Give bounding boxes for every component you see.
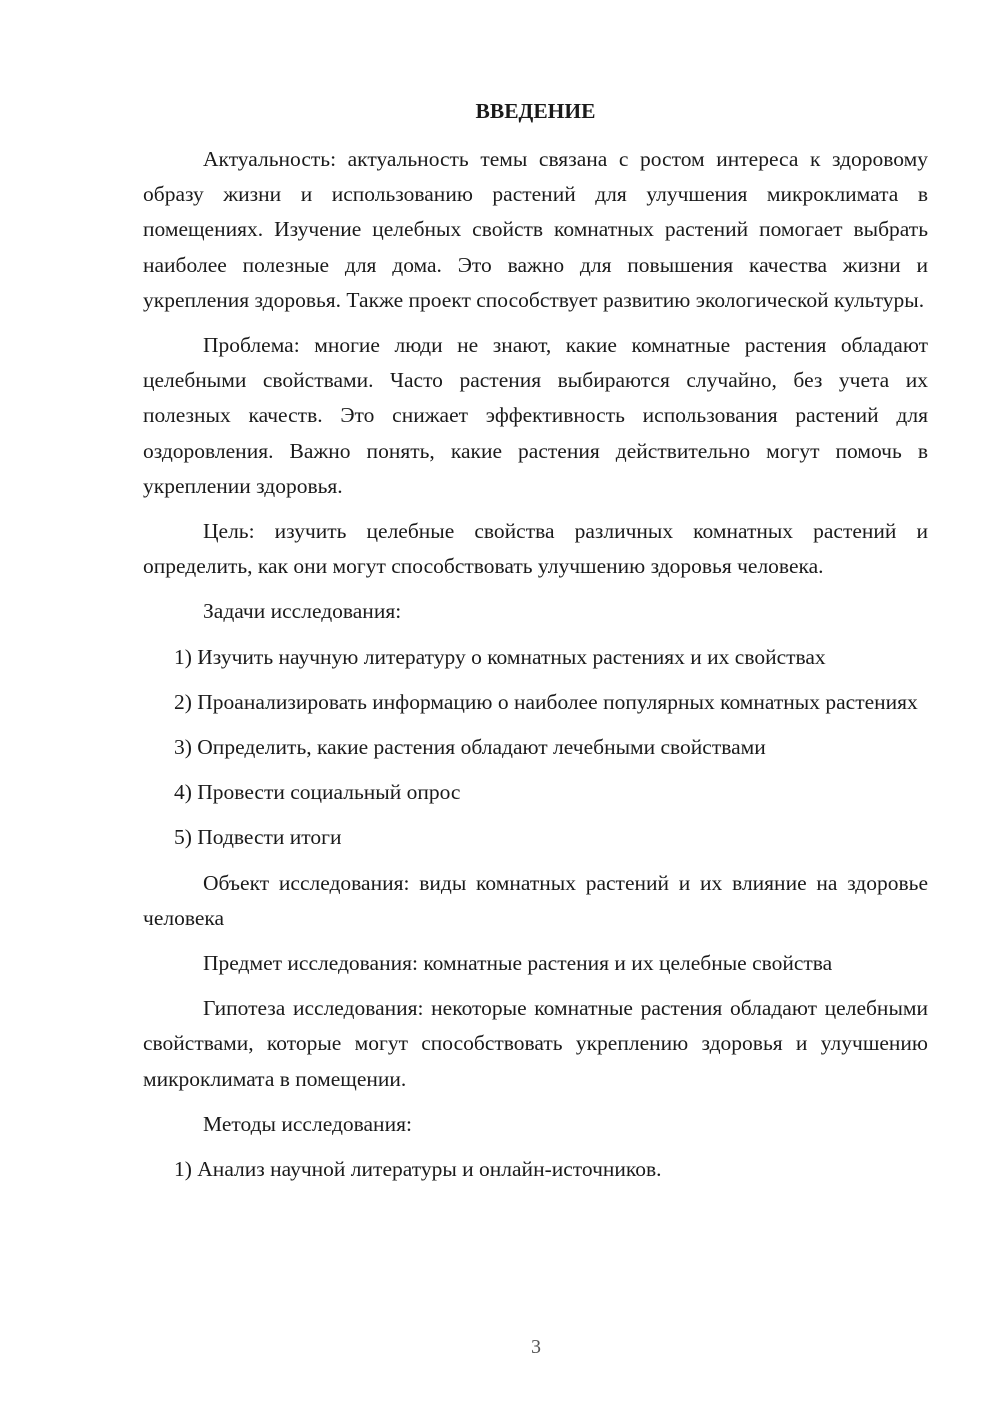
document-body (143, 142, 928, 1187)
methods-heading: Методы исследования: (203, 1111, 412, 1136)
task-item-3: 3) Определить, какие растения обладают лечебными свойствами (174, 735, 766, 760)
tasks-heading: Задачи исследования: (203, 599, 402, 624)
task-item-2: 2) Проанализировать информацию о наиболее популярных комнатных растениях (174, 689, 918, 714)
section-title: ВВЕДЕНИЕ (475, 99, 596, 123)
paragraph-goal: Цель: изучить целебные свойства различных комнатных растений и определить, как они могут способствовать улучшению здоровья человека. (143, 519, 928, 579)
task-item-4: 4) Провести социальный опрос (174, 780, 461, 805)
paragraph-subject: Предмет исследования: комнатные растения и их целебные свойства (203, 951, 833, 976)
paragraph-problem: Проблема: многие люди не знают, какие комнатные растения обладают целебными свойствами. Часто растения выбираются случайно, без учета их полезных качеств. Это снижает эффективность использования растений для оздоровления. Важно понять, какие растения действительно могут помочь в укреплении здоровья. (143, 333, 928, 498)
paragraph-object: Объект исследования: виды комнатных растений и их влияние на здоровье человека (143, 870, 928, 930)
method-item-1: 1) Анализ научной литературы и онлайн-источников. (174, 1157, 662, 1182)
paragraph-hypothesis: Гипотеза исследования: некоторые комнатные растения обладают целебными свойствами, которые могут способствовать укреплению здоровья и улучшению микроклимата в помещении. (143, 996, 928, 1091)
task-item-5: 5) Подвести итоги (174, 825, 342, 850)
paragraph-relevance: Актуальность: актуальность темы связана с ростом интереса к здоровому образу жизни и использованию растений для улучшения микроклимата в помещениях. Изучение целебных свойств комнатных растений помогает выбрать наиболее полезные для дома. Это важно для повышения качества жизни и укрепления здоровья. Также проект способствует развитию экологической культуры. (143, 147, 928, 312)
task-item-1: 1) Изучить научную литературу о комнатных растениях и их свойствах (174, 644, 826, 669)
page-number: 3 (531, 1336, 541, 1358)
